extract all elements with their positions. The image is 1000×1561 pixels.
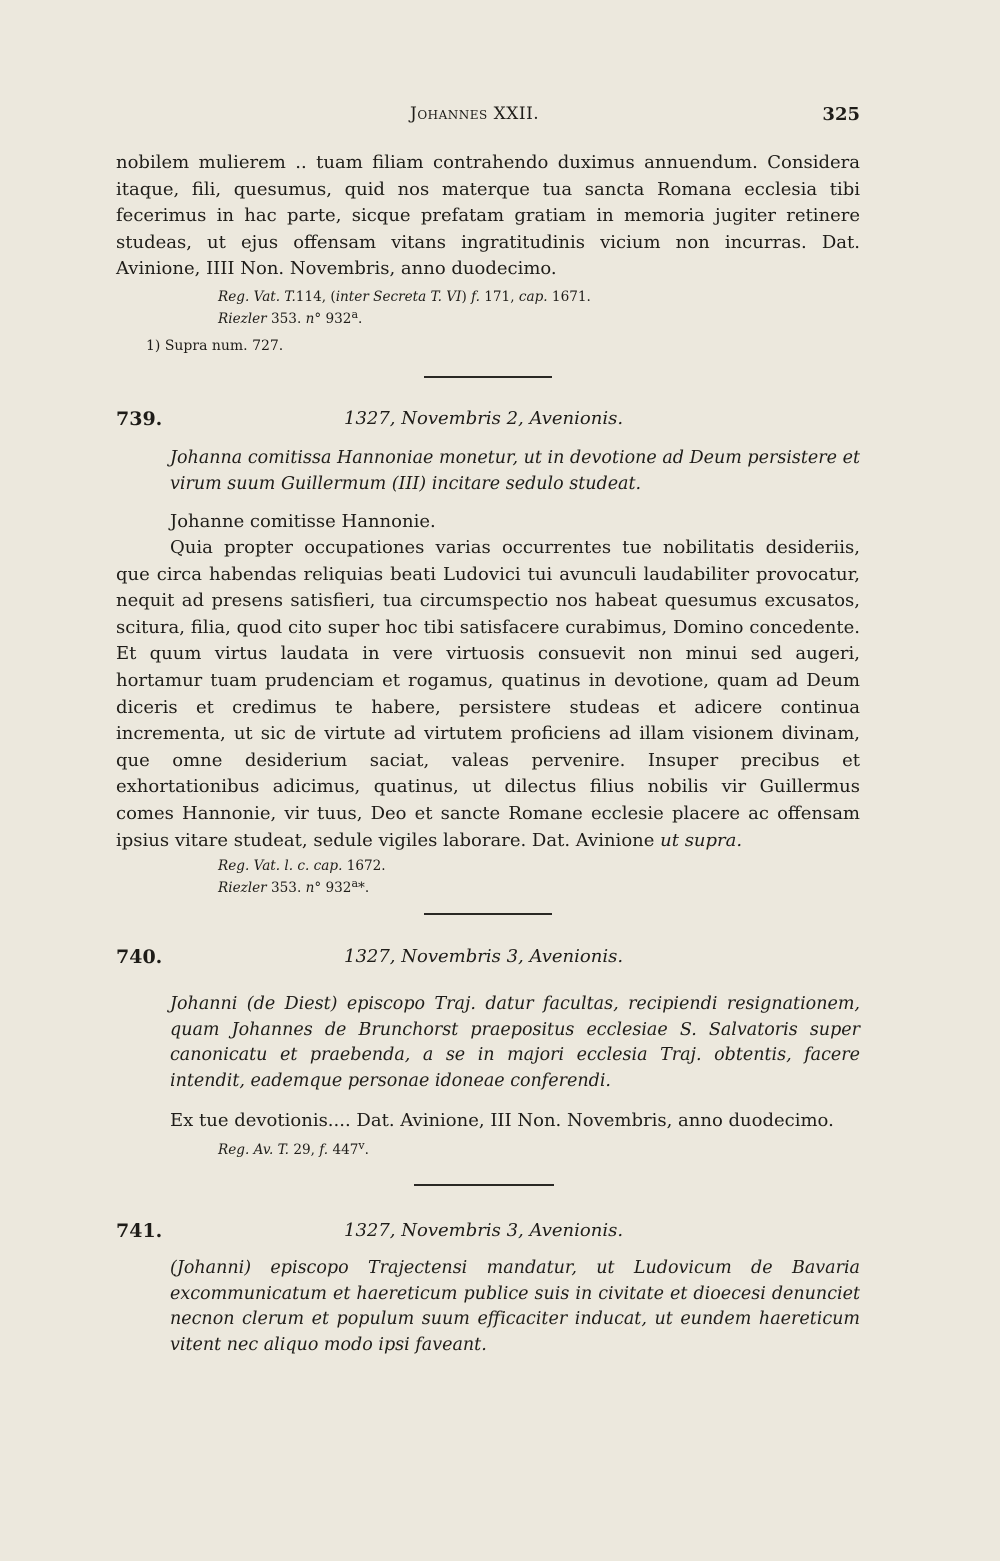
previous-entry-reference-1: Reg. Vat. T.114, (inter Secreta T. VI) f. 171, cap. 1671.	[218, 288, 591, 305]
entry-regest: Johanni (de Diest) episcopo Traj. datur facultas, recipiendi resignationem, quam Johannes de Brunchorst praepositus ecclesiae S. Salvatoris super canonicatu et praebenda, a se in majori ecclesia Traj. obtentis, facere intendit, eademque personae idoneae conferendi.	[170, 994, 860, 1091]
section-divider	[424, 376, 552, 378]
entry-reference-1: Reg. Av. T. 29, f. 447$^v$.	[218, 1138, 369, 1158]
entry-740-header	[116, 946, 860, 972]
footnote: 1) Supra num. 727.	[146, 337, 284, 354]
entry-reference-1: Reg. Vat. l. c. cap. 1672.	[218, 858, 386, 875]
entry-reference-2: Riezler 353. n° 932$^a$*.	[218, 877, 370, 897]
running-title: Johannes XXII.	[410, 104, 540, 124]
entry-739-header	[116, 408, 860, 434]
page-number: 325	[822, 104, 860, 125]
running-head	[170, 104, 860, 130]
section-divider	[424, 913, 552, 915]
entry-text: Quia propter occupationes varias occurrentes tue nobilitatis desideriis, que circa habendas reliquias beati Ludovici tui avunculi laudabiliter provocatur, nequit ad presens satisfieri, tua circumspectio nos habeat quesumus excusatos, scitura, filia, quod cito super hoc tibi satisfacere curabimus, Domino concedente. Et quum virtus laudata in vere virtuosis consuevit non minui sed augeri, hortamur tuam prudenciam et rogamus, quatinus in devotione, quam ad Deum diceris et credimus te habere, persistere studeas et adicere continua incrementa, ut sic de virtute ad virtutem proficiens ad illam visionem divinam, que omne desiderium saciat, valeas pervenire. Insuper precibus et exhortationibus adicimus, quatinus, ut dilectus filius nobilis vir Guillermus comes Hannonie, vir tuus, Deo et sancte Romane ecclesie placere ac offensam ipsius vitare studeat, sedule vigiles laborare. Dat. Avinione ut supra.	[116, 537, 860, 851]
entry-number: 739.	[116, 408, 163, 430]
entry-date: 1327, Novembris 3, Avenionis.	[344, 946, 624, 967]
entry-741-header	[116, 1220, 860, 1246]
entry-741-body	[116, 1256, 860, 1358]
entry-number: 740.	[116, 946, 163, 968]
previous-entry-text: nobilem mulierem .. tuam filiam contrahendo duximus annuendum. Considera itaque, fili, quesumus, quid nos materque tua sancta Romana ecclesia tibi fecerimus in hac parte, sicque prefatam gratiam in memoria jugiter retinere studeas, ut ejus offensam vitans ingratitudinis vicium non incurras. Dat. Avinione, IIII Non. Novembris, anno duodecimo.	[116, 152, 860, 280]
entry-regest: (Johanni) episcopo Trajectensi mandatur, ut Ludovicum de Bavaria excommunicatum et haereticum publice suis in civitate et dioecesi denunciet necnon clerum et populum suum efficaciter inducat, ut eundem haereticum vitent nec aliquo modo ipsi faveant.	[170, 1258, 860, 1355]
previous-entry-reference-2: Riezler 353. n° 932$^a$.	[218, 307, 363, 327]
entry-number: 741.	[116, 1220, 163, 1242]
entry-739-body	[116, 446, 860, 897]
entry-regest: Johanna comitissa Hannoniae monetur, ut in devotione ad Deum persistere et virum suum Guillermum (III) incitare sedulo studeat.	[170, 448, 860, 494]
entry-address: Johanne comitisse Hannonie.	[170, 511, 436, 532]
entry-740-body	[116, 992, 860, 1159]
entry-date: 1327, Novembris 3, Avenionis.	[344, 1220, 624, 1241]
section-divider	[414, 1184, 554, 1186]
entry-date: 1327, Novembris 2, Avenionis.	[344, 408, 624, 429]
entry-text: Ex tue devotionis.... Dat. Avinione, III Non. Novembris, anno duodecimo.	[170, 1110, 834, 1131]
previous-entry-continuation	[116, 150, 860, 355]
